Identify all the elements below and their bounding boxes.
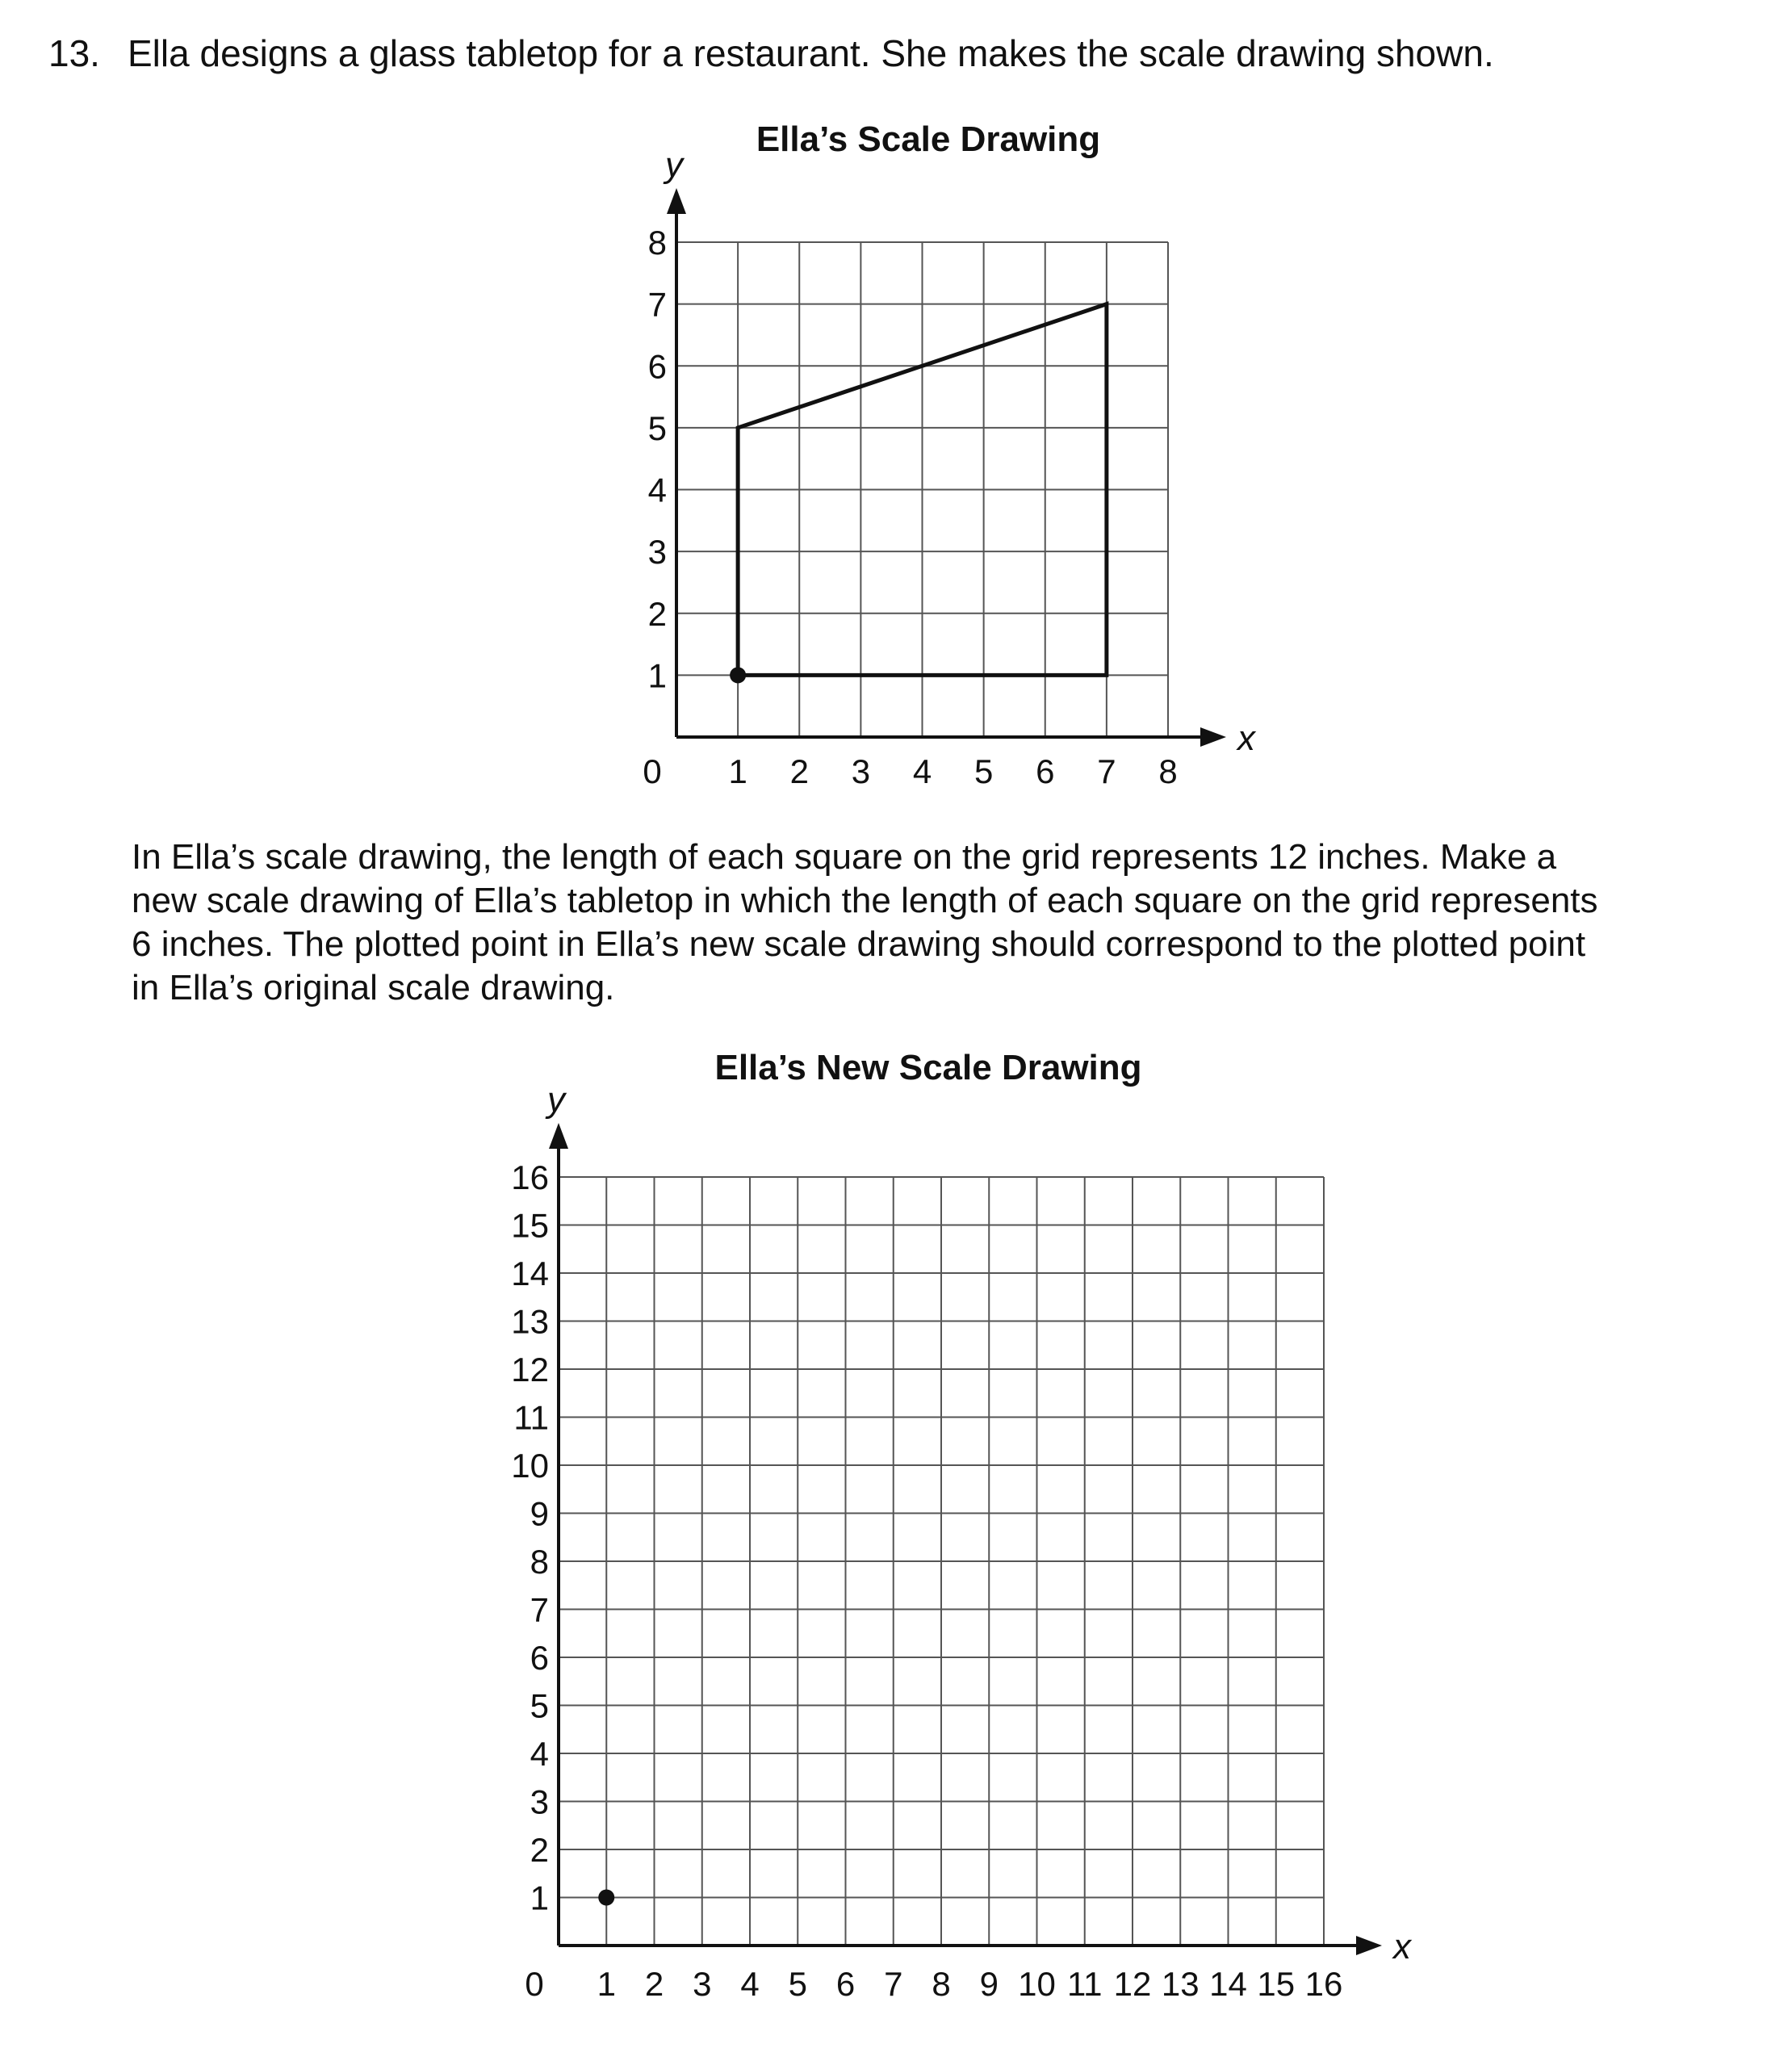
y-tick-label: 8 [530, 1543, 549, 1581]
question-number: 13. [48, 32, 100, 74]
x-tick-label: 0 [643, 752, 662, 790]
x-tick-label: 2 [644, 1965, 664, 2003]
x-tick-label: 7 [1097, 752, 1116, 790]
y-tick-label: 1 [530, 1879, 549, 1917]
x-tick-label: 4 [740, 1965, 760, 2003]
y-axis-arrow-icon [549, 1123, 568, 1149]
x-tick-label: 16 [1304, 1965, 1343, 2003]
y-tick-label: 4 [530, 1735, 549, 1773]
x-tick-label: 2 [789, 752, 809, 790]
x-axis-label: x [1393, 1927, 1411, 1967]
y-tick-label: 2 [530, 1831, 549, 1869]
x-tick-label: 8 [1158, 752, 1178, 790]
y-tick-label: 6 [647, 347, 667, 386]
instructions-line: new scale drawing of Ella’s tabletop in which the length of each square on the grid represents [132, 881, 1598, 920]
y-tick-label: 15 [511, 1206, 549, 1245]
x-tick-label: 3 [851, 752, 871, 790]
y-tick-label: 9 [530, 1494, 549, 1533]
y-tick-label: 2 [647, 594, 667, 633]
plotted-point [598, 1890, 614, 1906]
x-tick-label: 5 [973, 752, 994, 790]
x-tick-label: 11 [1066, 1965, 1103, 2003]
y-tick-label: 16 [511, 1158, 549, 1196]
y-tick-label: 4 [647, 471, 667, 509]
x-tick-label: 14 [1209, 1965, 1247, 2003]
x-tick-label: 6 [1036, 752, 1055, 790]
y-tick-label: 7 [530, 1590, 549, 1629]
y-tick-label: 6 [530, 1639, 549, 1677]
y-tick-label: 8 [647, 224, 667, 262]
x-tick-label: 5 [788, 1965, 807, 2003]
question-text: Ella designs a glass tabletop for a restaurant. She makes the scale drawing shown. [128, 32, 1494, 74]
x-tick-label: 9 [979, 1965, 999, 2003]
y-tick-label: 11 [513, 1398, 549, 1437]
y-tick-label: 3 [647, 533, 667, 572]
grid [559, 1177, 1324, 1946]
instructions-line: 6 inches. The plotted point in Ella’s new scale drawing should correspond to the plotted point [132, 924, 1586, 964]
y-tick-label: 5 [530, 1686, 549, 1725]
instructions-line: In Ella’s scale drawing, the length of each square on the grid represents 12 inches. Make a [132, 837, 1557, 877]
x-tick-label: 0 [525, 1965, 544, 2003]
x-tick-label: 10 [1018, 1965, 1056, 2003]
y-tick-label: 13 [511, 1302, 549, 1341]
x-tick-label: 13 [1161, 1965, 1200, 2003]
x-tick-label: 1 [728, 752, 747, 790]
x-tick-label: 7 [884, 1965, 903, 2003]
x-tick-label: 8 [932, 1965, 951, 2003]
x-tick-label: 3 [693, 1965, 712, 2003]
y-tick-label: 1 [647, 656, 667, 695]
x-tick-label: 1 [597, 1965, 616, 2003]
y-tick-label: 10 [511, 1447, 549, 1485]
y-tick-label: 3 [530, 1782, 549, 1821]
x-axis-arrow-icon [1356, 1936, 1382, 1955]
y-axis-label: y [547, 1080, 565, 1120]
x-tick-label: 4 [912, 752, 932, 790]
chart-1-title: Ella’s Scale Drawing [756, 119, 1101, 159]
chart-2-title: Ella’s New Scale Drawing [714, 1048, 1142, 1087]
x-tick-label: 15 [1257, 1965, 1296, 2003]
y-tick-label: 5 [647, 408, 667, 447]
instructions-line: in Ella’s original scale drawing. [132, 968, 615, 1007]
x-tick-label: 6 [835, 1965, 856, 2003]
x-axis-label: x [1237, 718, 1255, 758]
y-tick-label: 14 [511, 1254, 549, 1292]
y-tick-label: 7 [647, 285, 667, 324]
y-axis-label: y [665, 145, 683, 185]
x-tick-label: 12 [1113, 1965, 1152, 2003]
y-tick-label: 12 [511, 1351, 549, 1389]
